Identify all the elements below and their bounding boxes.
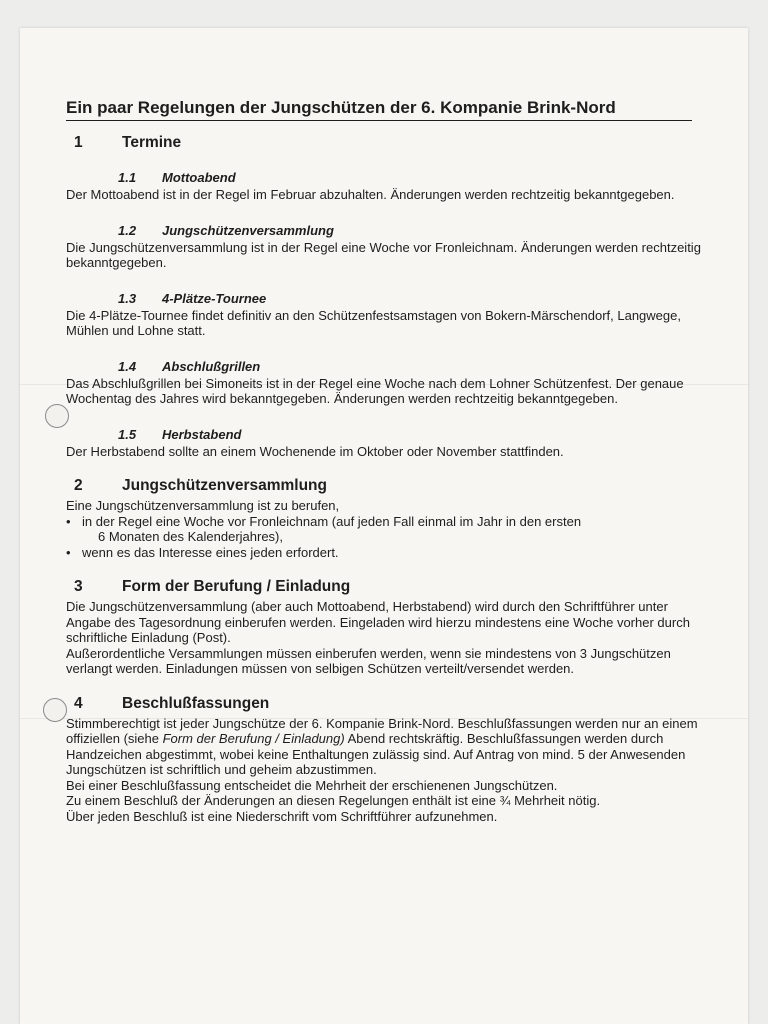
paragraph-text: Abend rechtskräftig. Beschlußfassungen werden durch Handzeichen abgestimmt, wobei keine Enthaltungen zulässig sind. Auf Antrag von mind. 5 der Anwesenden Jungschützen ist schriftlich und geheim abzustimmen. (66, 731, 686, 777)
paragraph: Die Jungschützenversammlung ist in der Regel eine Woche vor Fronleichnam. Änderungen werden rechtzeitig bekanntgegeben. (66, 239, 701, 270)
punch-hole (43, 698, 67, 722)
document-body (66, 98, 706, 824)
paragraph: Das Abschlußgrillen bei Simoneits ist in der Regel eine Woche nach dem Lohner Schützenfest. Der genaue Wochentag des Jahres wird bekanntgegeben. Änderungen werden rechtzeitig bekanntgegeben. (66, 375, 684, 406)
paragraph (66, 716, 706, 778)
paragraph: Die 4-Plätze-Tournee findet definitiv an den Schützenfestsamstagen von Bokern-Märschendorf, Langwege, Mühlen und Lohne statt. (66, 307, 681, 338)
list-item (66, 545, 706, 561)
subsection-1-3-heading (66, 291, 706, 306)
section-3-heading (66, 578, 706, 596)
section-number: 3 (74, 578, 83, 595)
paragraph: Eine Jungschützenversammlung ist zu berufen, (66, 498, 340, 513)
paragraph: Der Herbstabend sollte an einem Wochenende im Oktober oder November stattfinden. (66, 443, 564, 459)
section-1-heading (66, 134, 706, 152)
subsection-1-4-heading (66, 359, 706, 374)
paragraph: Über jeden Beschluß ist eine Niederschrift vom Schriftführer aufzunehmen. (66, 808, 498, 824)
subsection-title: Abschlußgrillen (162, 358, 261, 374)
subsection-number: 1.5 (118, 426, 137, 442)
paragraph: Bei einer Beschlußfassung entscheidet die Mehrheit der erschienenen Jungschützen. (66, 777, 558, 793)
subsection-1-1-heading (66, 170, 706, 185)
paragraph: Der Mottoabend ist in der Regel im Februar abzuhalten. Änderungen werden rechtzeitig bekanntgegeben. (66, 187, 675, 202)
paragraph: Die Jungschützenversammlung (aber auch Mottoabend, Herbstabend) wird durch den Schriftführer unter Angabe des Tagesordnung einberufen werden. Eingeladen wird hierzu mindestens eine Woche vorher durch schriftliche Einladung (Post). (66, 599, 690, 645)
section-number: 2 (74, 477, 83, 494)
section-4-heading (66, 695, 706, 713)
subsection-1-5-heading (66, 427, 706, 442)
section-title: Jungschützenversammlung (122, 477, 327, 494)
section-title: Termine (122, 134, 182, 151)
subsection-title: Jungschützenversammlung (162, 222, 334, 238)
section-number: 4 (74, 694, 83, 712)
section-number: 1 (74, 134, 83, 151)
subsection-1-2-heading (66, 223, 706, 238)
subsection-number: 1.3 (118, 290, 137, 306)
subsection-title: Mottoabend (162, 170, 236, 185)
subsection-number: 1.1 (118, 170, 137, 185)
subsection-title: Herbstabend (162, 426, 242, 442)
paragraph: Zu einem Beschluß der Änderungen an diesen Regelungen enthält ist eine ¾ Mehrheit nötig. (66, 793, 601, 808)
subsection-title: 4-Plätze-Tournee (162, 290, 267, 306)
bullet-list (66, 514, 706, 561)
list-item-text: wenn es das Interesse eines jeden erfordert. (82, 544, 339, 560)
document-title: Ein paar Regelungen der Jungschützen der 6. Kompanie Brink-Nord (66, 98, 692, 121)
section-2-heading (66, 477, 706, 495)
section-title: Beschlußfassungen (122, 694, 270, 712)
paragraph-text: Stimmberechtigt ist jeder Jungschütze der 6. Kompanie Brink-Nord. Beschlußfassungen werden nur an einem offiziellen (siehe (66, 715, 698, 746)
list-item-text: in der Regel eine Woche vor Fronleichnam (auf jeden Fall einmal im Jahr in den ersten (82, 513, 582, 529)
cross-reference: Form der Berufung / Einladung) (162, 731, 345, 746)
subsection-number: 1.4 (118, 358, 137, 374)
paragraph: Außerordentliche Versammlungen müssen einberufen werden, wenn sie mindestens von 3 Jungschützen verlangt werden. Einladungen müssen von selbigen Schützen verteilt/versendet werden. (66, 645, 671, 676)
section-title: Form der Berufung / Einladung (122, 578, 351, 595)
list-item (66, 514, 706, 545)
subsection-number: 1.2 (118, 222, 137, 238)
list-item-text-continued: 6 Monaten des Kalenderjahres), (98, 529, 284, 544)
